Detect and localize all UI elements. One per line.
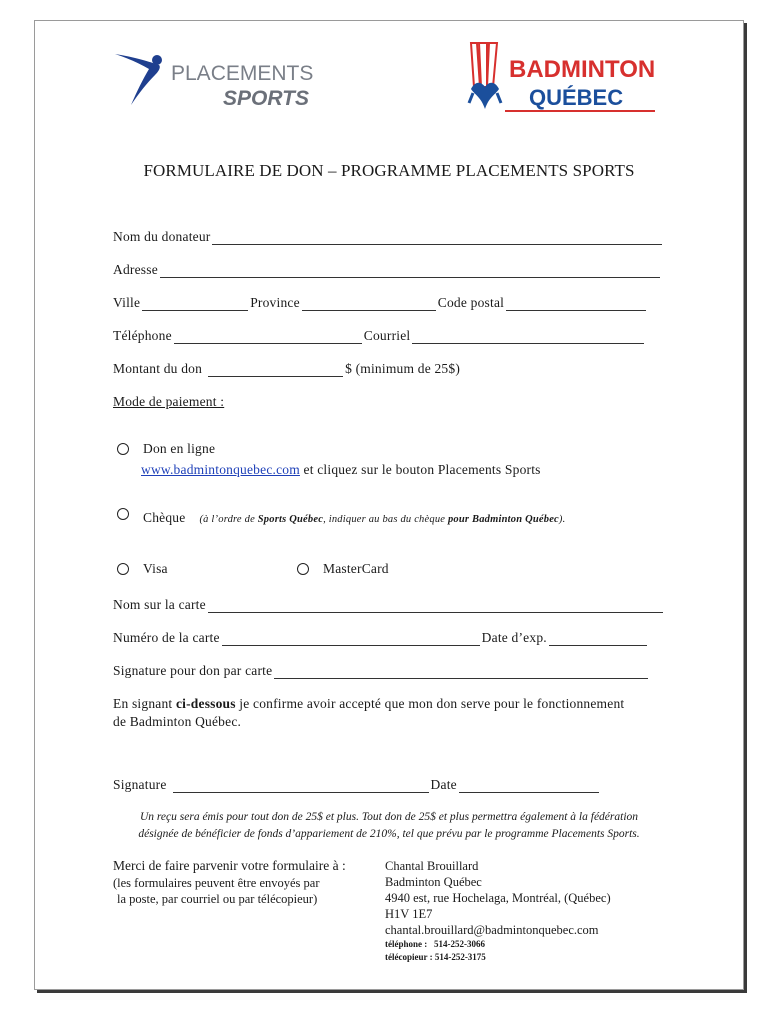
payment-mode-label: Mode de paiement : [113,394,225,409]
badminton-text: BADMINTON [509,56,656,83]
phone-field[interactable] [174,331,362,344]
contact-postal: H1V 1E7 [385,907,433,921]
quebec-text: QUÉBEC [529,85,624,110]
city-label: Ville [113,295,141,310]
phone-label: Téléphone [113,328,172,343]
date-field[interactable] [459,780,599,793]
cheque-note-badminton-quebec: pour Badminton Québec [447,514,559,525]
badminton-quebec-logo [465,39,665,121]
cheque-option [117,510,565,526]
badminton-quebec-mark-icon [465,39,665,121]
placements-sports-logo [113,47,343,117]
online-radio[interactable] [117,443,129,455]
consent-text [113,695,624,731]
contact-fax: télécopieur : 514-252-3175 [385,952,486,962]
expiry-label: Date d’exp. [481,630,547,645]
card-name-row [113,597,665,613]
city-province-row [113,295,648,311]
mastercard-label: MasterCard [323,561,389,576]
consent-suffix: je confirme avoir accepté que mon don serve pour le fonctionnement [235,696,625,711]
send-heading: Merci de faire parvenir votre formulaire à : [113,858,346,873]
receipt-disclaimer [35,809,743,843]
date-label: Date [430,777,457,792]
visa-label: Visa [143,561,168,576]
donor-name-label: Nom du donateur [113,229,211,244]
donor-name-row [113,229,664,245]
card-signature-field[interactable] [274,666,648,679]
contact-address: 4940 est, rue Hochelaga, Montréal, (Québec) [385,891,611,905]
contact-email[interactable]: chantal.brouillard@badmintonquebec.com [385,923,599,937]
contact-block [385,858,611,964]
donor-name-field[interactable] [212,232,662,245]
cheque-note [199,514,565,525]
cheque-note-sports-quebec: Sports Québec [257,514,324,525]
card-signature-label: Signature pour don par carte [113,663,273,678]
postal-code-label: Code postal [437,295,505,310]
send-sub-line1: (les formulaires peuvent être envoyés par [113,876,320,890]
cheque-note-middle: , indiquer au bas du chèque [323,514,448,525]
card-name-label: Nom sur la carte [113,597,206,612]
disclaimer-line1: Un reçu sera émis pour tout don de 25$ et plus. Tout don de 25$ et plus permettra également à la fédération [139,811,639,823]
placements-text: PLACEMENTS [171,62,314,85]
consent-line2: de Badminton Québec. [113,714,242,729]
address-label: Adresse [113,262,158,277]
contact-name: Chantal Brouillard [385,859,479,873]
card-signature-row [113,663,650,679]
cheque-note-prefix: (à l’ordre de [199,514,258,525]
amount-suffix: $ (minimum de 25$) [345,361,461,376]
card-number-row [113,630,649,646]
cheque-label: Chèque [143,510,186,525]
address-field[interactable] [160,265,660,278]
contact-phone: téléphone : 514-252-3066 [385,939,485,949]
city-field[interactable] [142,298,248,311]
expiry-field[interactable] [549,633,647,646]
email-label: Courriel [363,328,411,343]
visa-option [117,561,168,577]
online-instruction: et cliquez sur le bouton Placements Sports [299,462,541,477]
send-sub-line2: la poste, par courriel ou par télécopieur) [117,892,318,906]
amount-label: Montant du don [113,361,203,376]
consent-bold: ci-dessous [175,696,236,711]
form-page [34,20,744,990]
consent-prefix: En signant [113,696,176,711]
contact-org: Badminton Québec [385,875,482,889]
phone-email-row [113,328,646,344]
card-number-field[interactable] [222,633,480,646]
cheque-radio[interactable] [117,508,129,520]
card-number-label: Numéro de la carte [113,630,220,645]
signature-row [113,777,601,793]
sports-text: SPORTS [223,87,309,110]
visa-radio[interactable] [117,563,129,575]
signature-label: Signature [113,777,167,792]
payment-mode-row [113,394,224,410]
address-row [113,262,662,278]
mastercard-radio[interactable] [297,563,309,575]
online-option [117,441,215,457]
province-label: Province [250,295,300,310]
form-title: FORMULAIRE DE DON – PROGRAMME PLACEMENTS SPORTS [143,161,635,180]
signature-field[interactable] [173,780,429,793]
send-instructions [113,857,393,907]
online-instruction-row [141,462,541,478]
badminton-quebec-link[interactable]: www.badmintonquebec.com [141,462,300,477]
email-field[interactable] [412,331,644,344]
placements-sports-mark-icon [113,47,343,117]
disclaimer-line2: désignée de bénéficier de fonds d’appariement de 210%, tel que prévu par le programme Placements Sports. [138,828,640,840]
amount-row [113,361,460,377]
card-name-field[interactable] [208,600,663,613]
province-field[interactable] [302,298,436,311]
postal-code-field[interactable] [506,298,646,311]
amount-field[interactable] [208,364,343,377]
cheque-note-suffix: ). [558,514,566,525]
mastercard-option [297,561,389,577]
online-label: Don en ligne [143,441,216,456]
